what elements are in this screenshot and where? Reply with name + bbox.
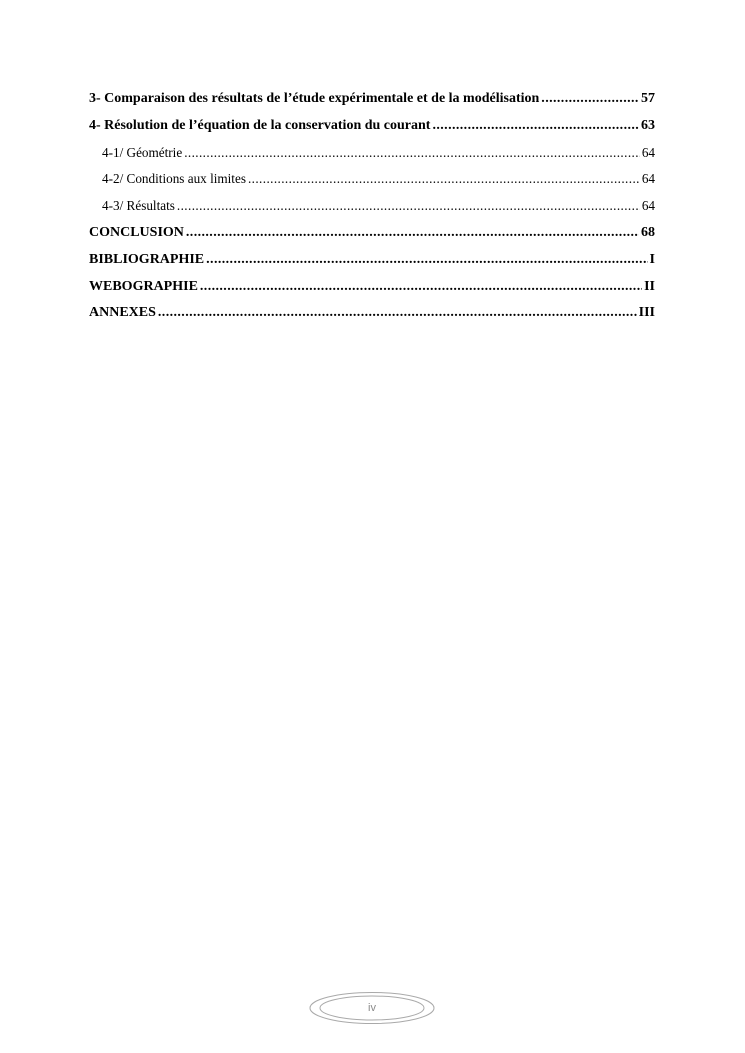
toc-entry-title: 4-3/ Résultats xyxy=(102,198,175,214)
toc-entry-page: I xyxy=(649,251,655,267)
toc-entry-title: CONCLUSION xyxy=(89,224,184,240)
page-number: iv xyxy=(368,1002,376,1014)
toc-dot-leader xyxy=(184,140,640,167)
toc-entry-page: 63 xyxy=(641,117,655,133)
table-of-contents xyxy=(89,86,655,327)
toc-entry-conclusion[interactable] xyxy=(89,220,655,247)
toc-entry-title: 3- Comparaison des résultats de l’étude expérimentale et de la modélisation xyxy=(89,91,540,106)
toc-entry-page: 64 xyxy=(641,144,655,160)
toc-entry-geometrie[interactable] xyxy=(89,140,655,167)
toc-dot-leader xyxy=(177,193,640,220)
toc-entry-page: II xyxy=(644,278,655,294)
toc-entry-title: ANNEXES xyxy=(89,305,156,321)
toc-dot-leader xyxy=(158,300,637,327)
toc-dot-leader xyxy=(206,247,647,274)
toc-entry-page: 68 xyxy=(641,224,655,240)
toc-entry-resolution[interactable] xyxy=(89,113,655,140)
toc-entry-page: III xyxy=(638,305,655,321)
toc-dot-leader xyxy=(186,220,639,247)
toc-entry-webographie[interactable] xyxy=(89,274,655,301)
toc-entry-page: 57 xyxy=(641,91,655,106)
toc-entry-title: 4-1/ Géométrie xyxy=(102,144,183,160)
toc-entry-comparaison[interactable] xyxy=(89,86,655,113)
toc-entry-page: 64 xyxy=(641,171,655,187)
toc-entry-title: 4- Résolution de l’équation de la conservation du courant xyxy=(89,117,431,133)
toc-entry-page: 64 xyxy=(641,198,655,214)
toc-entry-resultats[interactable] xyxy=(89,193,655,220)
toc-dot-leader xyxy=(432,113,639,140)
toc-dot-leader xyxy=(248,166,640,193)
toc-entry-title: WEBOGRAPHIE xyxy=(89,278,198,294)
toc-entry-bibliographie[interactable] xyxy=(89,247,655,274)
toc-entry-title: 4-2/ Conditions aux limites xyxy=(102,171,246,187)
toc-entry-conditions[interactable] xyxy=(89,166,655,193)
toc-entry-annexes[interactable] xyxy=(89,300,655,327)
toc-entry-title: BIBLIOGRAPHIE xyxy=(89,251,205,267)
toc-dot-leader xyxy=(200,274,642,301)
toc-dot-leader xyxy=(541,86,639,113)
page-footer xyxy=(308,991,436,1025)
